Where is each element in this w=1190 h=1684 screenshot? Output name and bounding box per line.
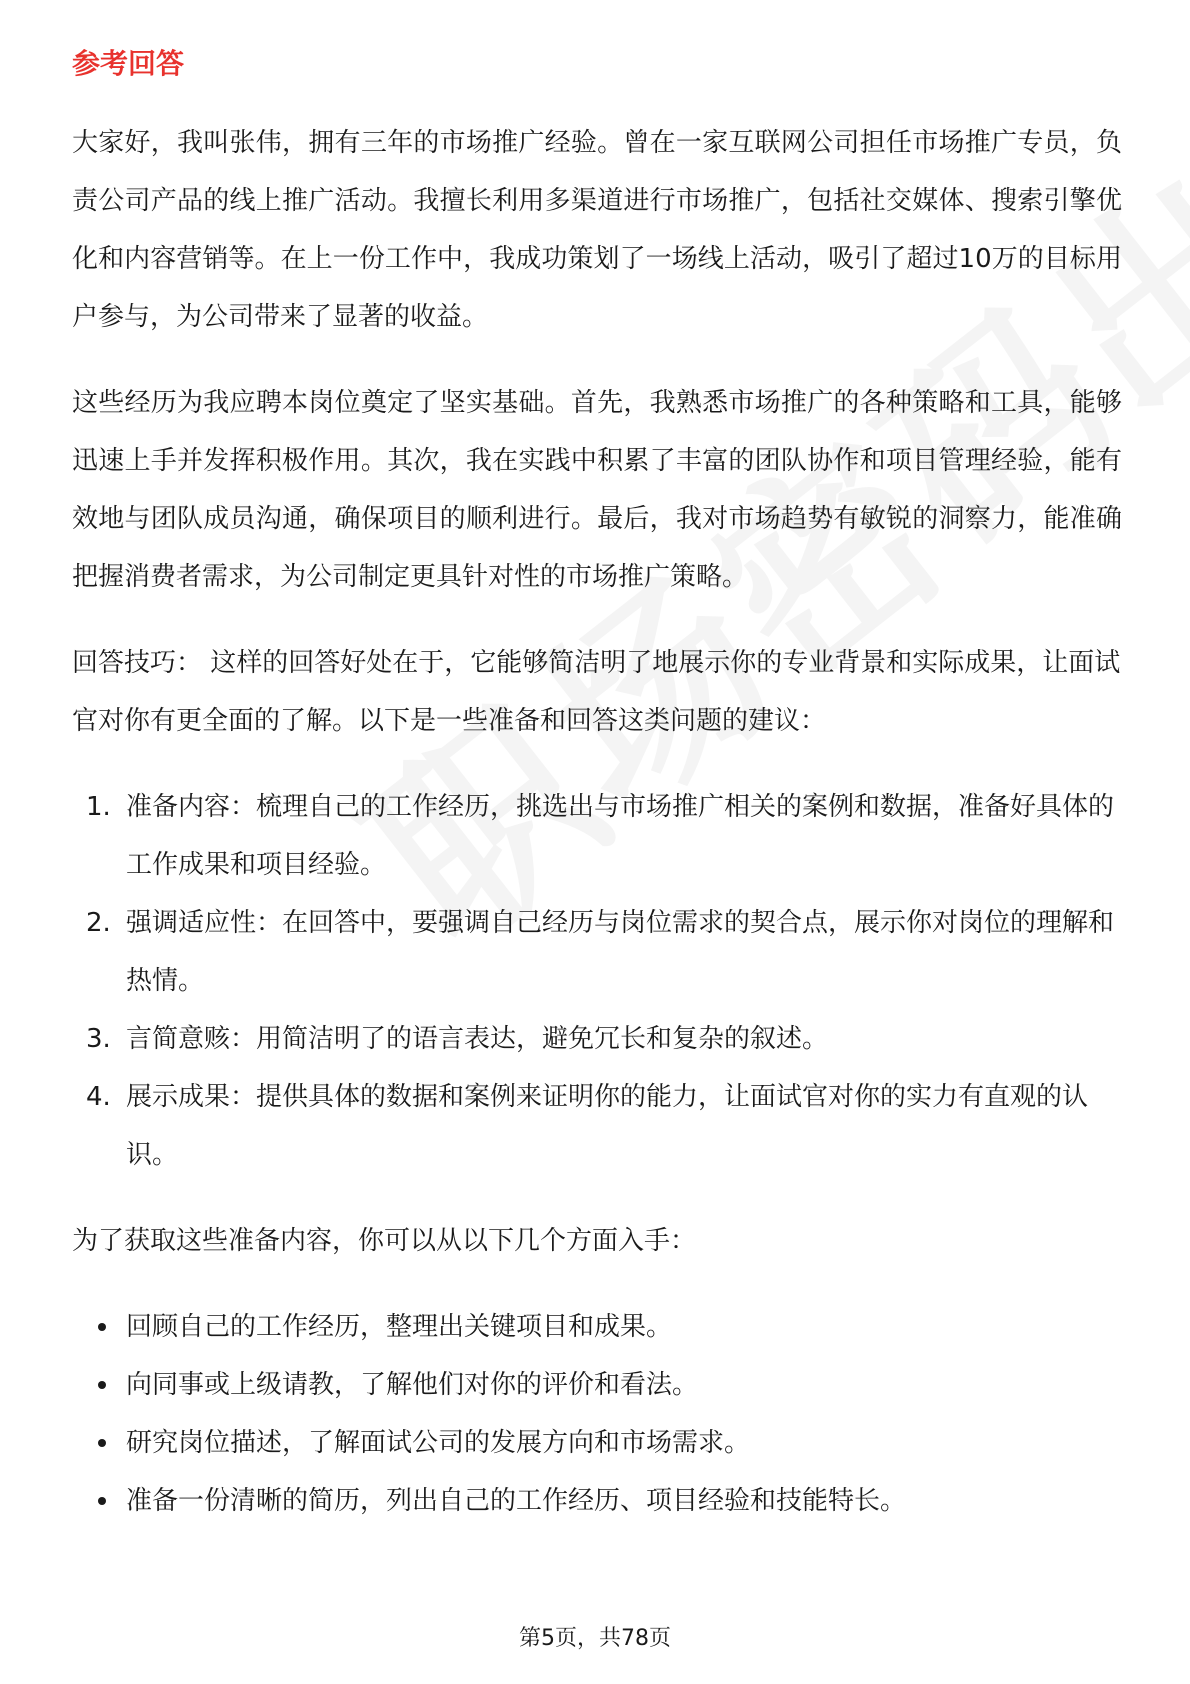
list-number: 2. [86,908,111,938]
list-item [72,1414,1122,1472]
list-item-text: 准备内容：梳理自己的工作经历，挑选出与市场推广相关的案例和数据，准备好具体的工作成果和项目经验。 [126,792,1115,880]
list-item [72,778,1122,894]
bullet-dot-icon [98,1323,106,1331]
list-item-text: 回顾自己的工作经历，整理出关键项目和成果。 [126,1312,673,1342]
tips-label: 回答技巧： [72,648,203,678]
bullet-dot-icon [98,1381,106,1389]
list-item [72,1298,1122,1356]
section-heading: 参考回答 [72,47,185,80]
answer-paragraph-1: 大家好，我叫张伟，拥有三年的市场推广经验。曾在一家互联网公司担任市场推广专员，负责公司产品的线上推广活动。我擅长利用多渠道进行市场推广，包括社交媒体、搜索引擎优化和内容营销等。在上一份工作中，我成功策划了一场线上活动，吸引了超过10万的目标用户参与，为公司带来了显著的收益。 [72,128,1122,332]
page-content [72,44,1122,1530]
list-item-text: 强调适应性：在回答中，要强调自己经历与岗位需求的契合点，展示你对岗位的理解和热情。 [126,908,1115,996]
list-item-text: 准备一份清晰的简历，列出自己的工作经历、项目经验和技能特长。 [126,1486,907,1516]
list-item-text: 言简意赅：用简洁明了的语言表达，避免冗长和复杂的叙述。 [126,1024,829,1054]
intro-paragraph: 为了获取这些准备内容，你可以从以下几个方面入手： [72,1226,697,1256]
list-item [72,1356,1122,1414]
answer-paragraph-2: 这些经历为我应聘本岗位奠定了坚实基础。首先，我熟悉市场推广的各种策略和工具，能够迅速上手并发挥积极作用。其次，我在实践中积累了丰富的团队协作和项目管理经验，能有效地与团队成员沟通，确保项目的顺利进行。最后，我对市场趋势有敏锐的洞察力，能准确把握消费者需求，为公司制定更具针对性的市场推广策略。 [72,388,1122,592]
tips-steps-list [72,778,1122,1184]
list-number: 4. [86,1082,111,1112]
page-footer: 第5页，共78页 [519,1626,671,1651]
bullet-list [72,1298,1122,1530]
list-item [72,894,1122,1010]
bullet-dot-icon [98,1439,106,1447]
list-item-text: 向同事或上级请教，了解他们对你的评价和看法。 [126,1370,699,1400]
tips-paragraph [72,634,1122,750]
tips-text: 这样的回答好处在于，它能够简洁明了地展示你的专业背景和实际成果，让面试官对你有更全面的了解。以下是一些准备和回答这类问题的建议： [72,648,1121,736]
list-item [72,1068,1122,1184]
list-item-text: 研究岗位描述，了解面试公司的发展方向和市场需求。 [126,1428,751,1458]
list-item-text: 展示成果：提供具体的数据和案例来证明你的能力，让面试官对你的实力有直观的认识。 [126,1082,1089,1170]
list-item [72,1010,1122,1068]
list-item [72,1472,1122,1530]
bullet-dot-icon [98,1497,106,1505]
list-number: 3. [86,1024,111,1054]
list-number: 1. [86,792,111,822]
